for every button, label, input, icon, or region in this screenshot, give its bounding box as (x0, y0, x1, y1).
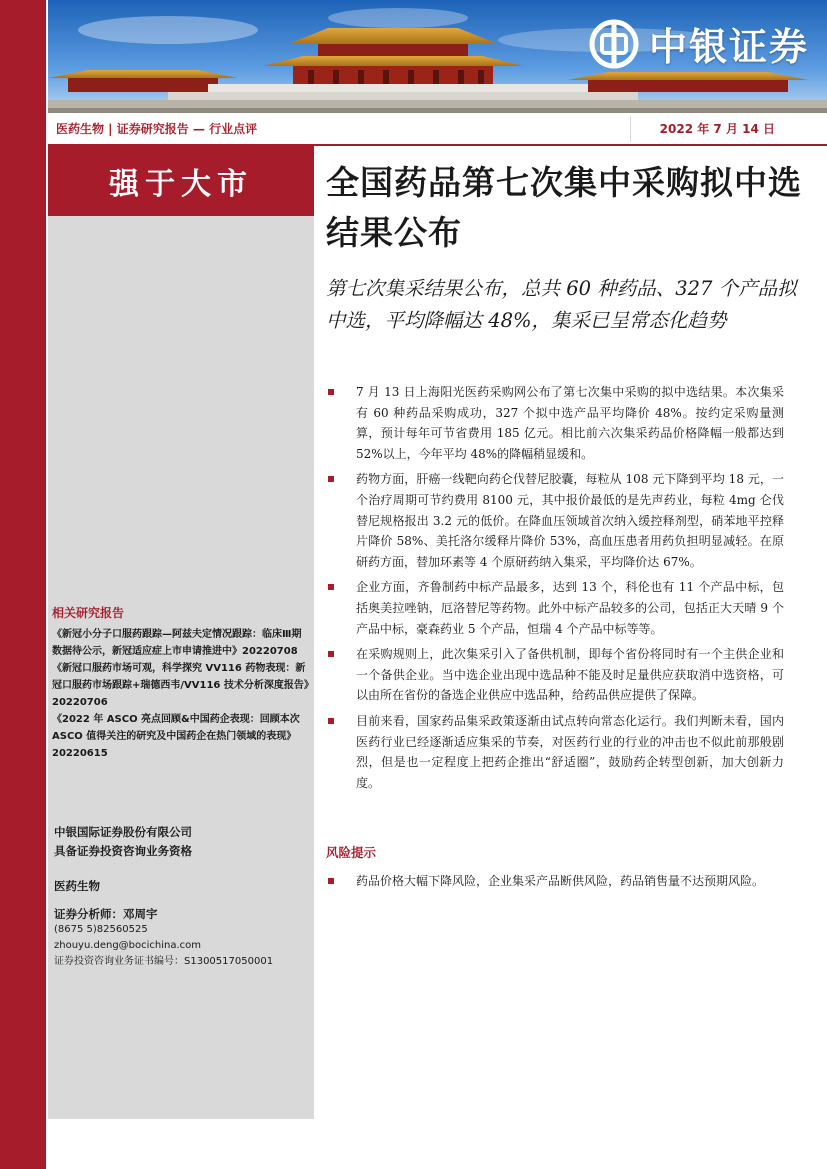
key-point: 在采购规则上，此次集采引入了备供机制，即每个省份将同时有一个主供企业和一个备供企业。当中选企业出现中选品种不能及时足量供应获取消中选资格，可以由所在省份的备选企业供应中选品种，给药品供应提供了保障。 (326, 644, 784, 706)
related-reports (52, 604, 310, 762)
rating-box (48, 146, 314, 216)
boc-logo-icon (589, 19, 639, 69)
report-summary: 第七次集采结果公布，总共 60 种药品、327 个产品拟中选，平均降幅达 48%，集采已呈常态化趋势 (326, 277, 797, 332)
header-banner (48, 0, 827, 113)
key-point: 7 月 13 日上海阳光医药采购网公布了第七次集中采购的拟中选结果。本次集采有 60 种药品采购成功，327 个拟中选产品平均降价 48%。按约定采购量测算，预计每年可节省费用 185 亿元。相比前六次集采药品价格降幅一般都达到 52%以上，今年平均 48%的降幅稍显缓和。 (326, 382, 784, 464)
report-subheader (48, 113, 827, 146)
related-report-item[interactable]: 《2022 年 ASCO 亮点回顾&中国药企表现：回顾本次 ASCO 值得关注的研究及中国药企在热门领域的表现》20220615 (52, 714, 300, 759)
related-reports-title: 相关研究报告 (52, 606, 125, 620)
brand-name: 中银证券 (648, 25, 809, 69)
risk-title: 风险提示 (326, 845, 377, 860)
left-accent-bar (0, 0, 46, 1169)
key-points-list (326, 382, 784, 798)
analyst-license: 证券投资咨询业务证书编号：S1300517050001 (54, 956, 274, 967)
company-info (54, 823, 310, 861)
company-qualification: 具备证券投资咨询业务资格 (54, 844, 192, 858)
key-point: 企业方面，齐鲁制药中标产品最多，达到 13 个，科伦也有 11 个产品中标，包括奥美拉唑钠，厄洛替尼等药物。此外中标产品较多的公司，包括正大天晴 9 个产品中标，豪森药业 5 个产品，恒瑞 4 个产品中标等等。 (326, 577, 784, 639)
sector-label: 医药生物 (54, 879, 100, 893)
related-report-item[interactable]: 《新冠小分子口服药跟踪—阿兹夫定情况跟踪：临床Ⅲ期数据待公示，新冠适应症上市申请推进中》20220708 (52, 629, 302, 657)
risk-item: 药品价格大幅下降风险，企业集采产品断供风险，药品销售量不达预期风险。 (326, 871, 784, 892)
report-category: 医药生物 | 证券研究报告 — 行业点评 (56, 122, 258, 136)
brand-logo (589, 16, 809, 71)
report-title: 全国药品第七次集中采购拟中选结果公布 (326, 163, 802, 252)
rating-label: 强于大市 (109, 167, 253, 202)
analyst-phone: (8675 5)82560525 (54, 924, 148, 935)
key-point: 目前来看，国家药品集采政策逐渐由试点转向常态化运行。我们判断未看，国内医药行业已经逐渐适应集采的节奏，对医药行业的行业的冲击也不似此前那般剧烈，但是也一定程度上把药企推出“舒适圈”，鼓励药企转型创新，加大创新力度。 (326, 711, 784, 793)
related-report-item[interactable]: 《新冠口服药市场可观，科学探究 VV116 药物表现：新冠口服药市场跟踪+瑞德西韦/VV116 技术分析深度报告》20220706 (52, 663, 309, 708)
key-point: 药物方面，肝癌一线靶向药仑伐替尼胶囊，每粒从 108 元下降到平均 18 元，一个治疗周期可节约费用 8100 元，其中报价最低的是先声药业，每粒 4mg 仑伐替尼规格报出 3.2 元的低价。在降血压领域首次纳入缓控释剂型，硝苯地平控释片降价 58%、美托洛尔缓释片降价 53%，高血压患者用药负担明显减轻。在原研药方面，替加环素等 4 个原研药纳入集采，平均降价达 67%。 (326, 469, 784, 572)
risk-section (326, 843, 784, 897)
report-date: 2022 年 7 月 14 日 (659, 122, 775, 136)
company-name: 中银国际证券股份有限公司 (54, 825, 192, 839)
analyst-name: 证券分析师：邓周宇 (54, 907, 158, 921)
subheader-divider (630, 116, 631, 142)
analyst-info (54, 906, 312, 970)
analyst-email[interactable]: zhouyu.deng@bocichina.com (54, 940, 202, 951)
